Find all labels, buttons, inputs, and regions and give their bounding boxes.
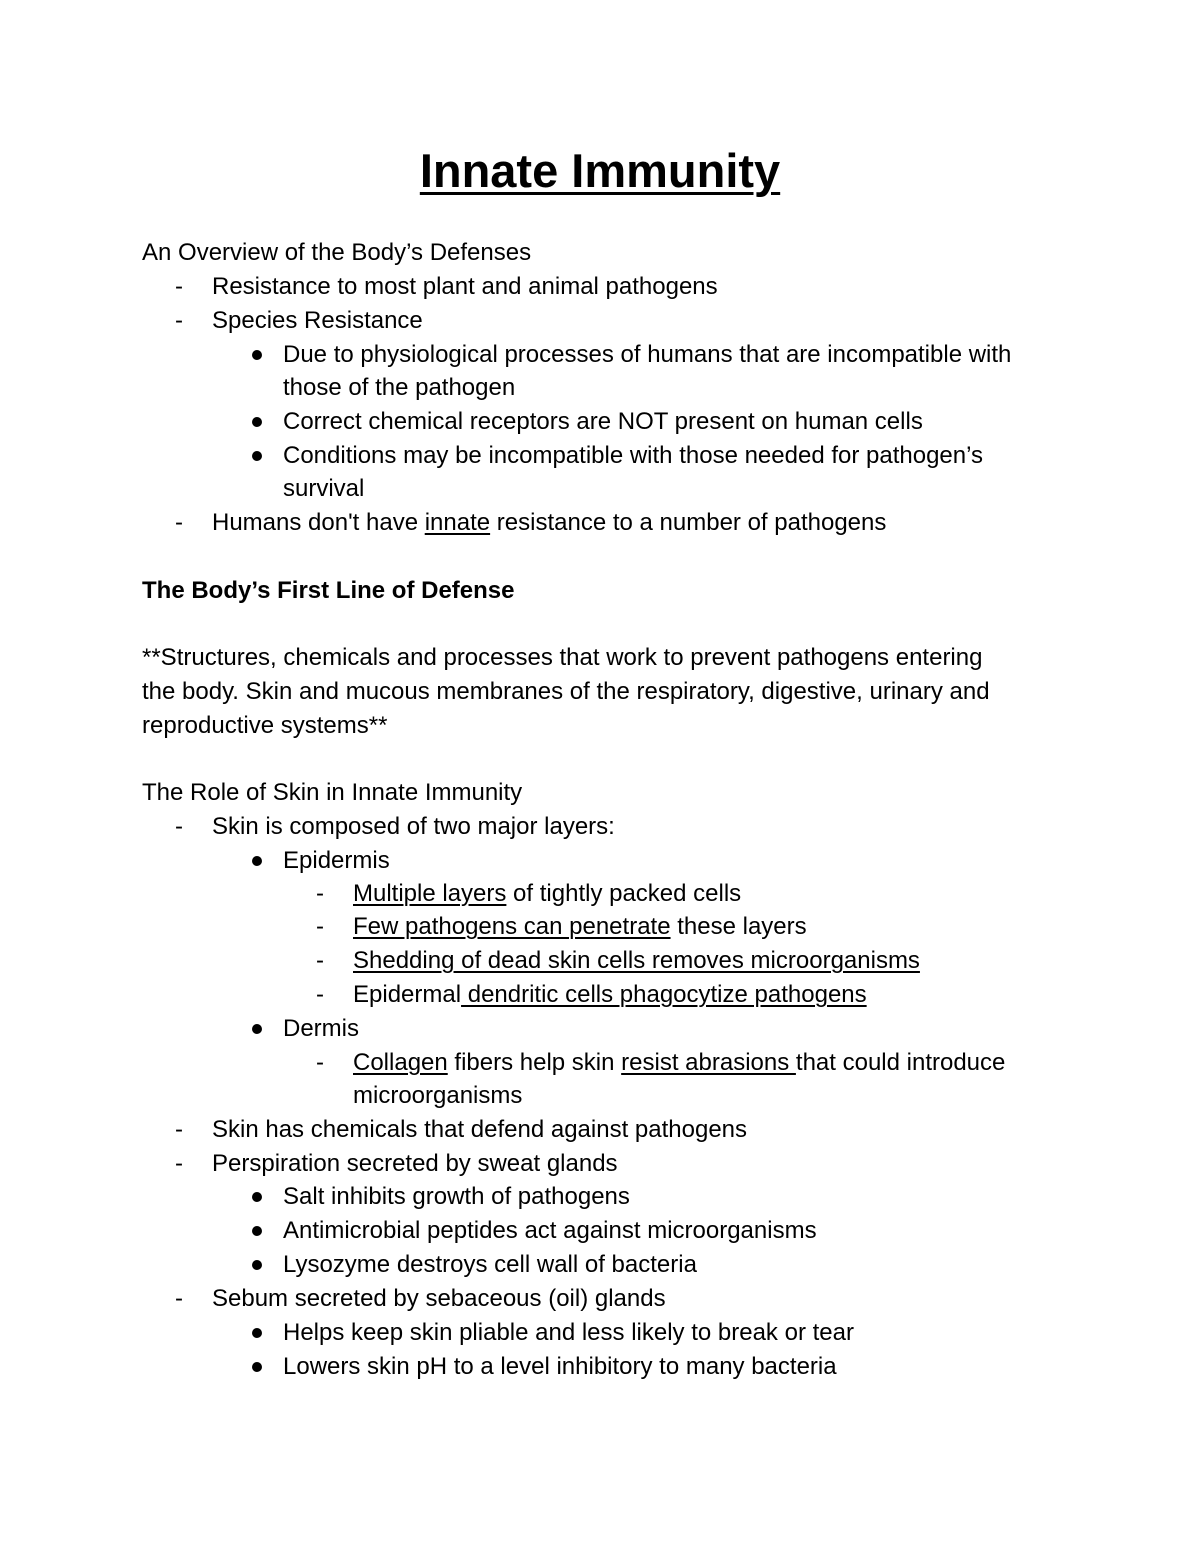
round-bullet (252, 1024, 262, 1034)
underlined-text: Collagen (353, 1049, 448, 1076)
round-bullet (252, 856, 262, 866)
dash-bullet: - (175, 1150, 183, 1177)
list-item: Skin is composed of two major layers: (212, 813, 615, 840)
list-item: Epidermal dendritic cells phagocytize pathogens (353, 981, 867, 1008)
list-item: Salt inhibits growth of pathogens (283, 1183, 630, 1210)
dash-bullet: - (316, 947, 324, 974)
list-item: Skin has chemicals that defend against pathogens (212, 1116, 748, 1143)
list-item: Lowers skin pH to a level inhibitory to many bacteria (283, 1353, 837, 1380)
paragraph-line: the body. Skin and mucous membranes of the respiratory, digestive, urinary and (142, 678, 990, 705)
section-heading-first-line: The Body’s First Line of Defense (142, 577, 515, 604)
list-item: Multiple layers of tightly packed cells (353, 880, 742, 907)
round-bullet (252, 350, 262, 360)
round-bullet (252, 1362, 262, 1372)
dash-bullet: - (175, 813, 183, 840)
dash-bullet: - (316, 1049, 324, 1076)
list-item (353, 944, 920, 978)
underlined-text: Shedding of dead skin cells removes microorganisms (353, 947, 920, 974)
paragraph-line: reproductive systems** (142, 712, 388, 739)
dash-bullet: - (175, 509, 183, 536)
list-item-continued: microorganisms (353, 1082, 523, 1109)
list-item: Epidermis (283, 847, 390, 874)
list-item: Collagen fibers help skin resist abrasions that could introduce (353, 1049, 1006, 1076)
list-item: Conditions may be incompatible with those needed for pathogen’s (283, 442, 984, 469)
underlined-text: Multiple layers (353, 880, 507, 907)
dash-bullet: - (316, 981, 324, 1008)
underlined-text: Few pathogens can penetrate (353, 913, 671, 940)
round-bullet (252, 1328, 262, 1338)
list-item: Due to physiological processes of humans that are incompatible with (283, 341, 1012, 368)
section-heading-overview: An Overview of the Body’s Defenses (142, 239, 532, 266)
list-item: Species Resistance (212, 307, 423, 334)
list-item: Antimicrobial peptides act against microorganisms (283, 1217, 817, 1244)
dash-bullet: - (175, 1285, 183, 1312)
round-bullet (252, 417, 262, 427)
paragraph-line: **Structures, chemicals and processes that work to prevent pathogens entering (142, 644, 983, 671)
list-item: Humans don't have innate resistance to a number of pathogens (212, 509, 887, 536)
round-bullet (252, 451, 262, 461)
list-item: Helps keep skin pliable and less likely to break or tear (283, 1319, 854, 1346)
list-item: Lysozyme destroys cell wall of bacteria (283, 1251, 697, 1278)
underlined-text: innate (424, 509, 491, 536)
list-item: Sebum secreted by sebaceous (oil) glands (212, 1285, 666, 1312)
dash-bullet: - (175, 273, 183, 300)
dash-bullet: - (175, 307, 183, 334)
list-item: Resistance to most plant and animal pathogens (212, 273, 718, 300)
round-bullet (252, 1192, 262, 1202)
underlined-text: resist abrasions (621, 1049, 796, 1076)
underlined-text: dendritic cells phagocytize pathogens (461, 981, 867, 1008)
dash-bullet: - (316, 880, 324, 907)
list-item: Dermis (283, 1015, 359, 1042)
section-heading-skin: The Role of Skin in Innate Immunity (142, 779, 523, 806)
list-item: Few pathogens can penetrate these layers (353, 913, 807, 940)
round-bullet (252, 1226, 262, 1236)
list-item: Correct chemical receptors are NOT present on human cells (283, 408, 923, 435)
list-item: Perspiration secreted by sweat glands (212, 1150, 618, 1177)
list-item-continued: survival (283, 475, 365, 502)
dash-bullet: - (175, 1116, 183, 1143)
page-title: Innate Immunity (419, 144, 781, 197)
list-item-continued: those of the pathogen (283, 374, 516, 401)
round-bullet (252, 1260, 262, 1270)
dash-bullet: - (316, 913, 324, 940)
